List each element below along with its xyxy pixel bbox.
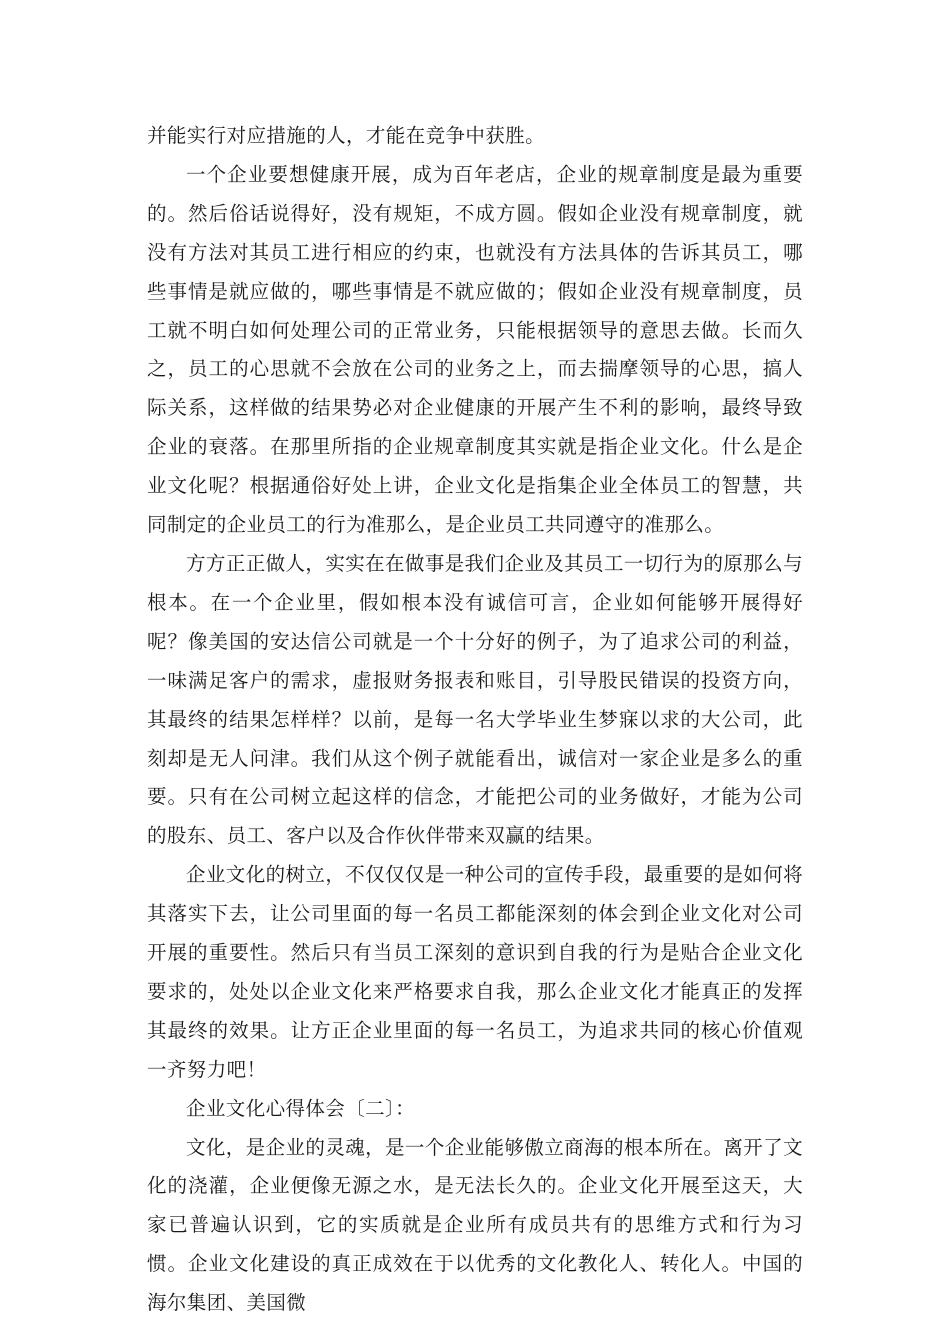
section-heading: 企业文化心得体会〔二〕： xyxy=(186,1096,416,1120)
paragraph-integrity: 方方正正做人，实实在在做事是我们企业及其员工一切行为的原那么与根本。在一个企业里，假如根本没有诚信可言，企业如何能够开展得好呢？像美国的安达信公司就是一个十分好的例子，为了追求公司的利益，一味满足客户的需求，虚报财务报表和账目，引导股民错误的投资方向，其最终的结果怎样样？以前，是每一名大学毕业生梦寐以求的大公司，此刻却是无人问津。我们从这个例子就能看出，诚信对一家企业是多么的重要。只有在公司树立起这样的信念，才能把公司的业务做好，才能为公司的股东、员工、客户以及合作伙伴带来双赢的结果。 xyxy=(147,551,803,848)
paragraph-continuation: 并能实行对应措施的人，才能在竞争中获胜。 xyxy=(147,124,546,147)
document-body xyxy=(147,117,803,1323)
paragraph-culture-soul: 文化，是企业的灵魂，是一个企业能够傲立商海的根本所在。离开了文化的浇灌，企业便像无源之水，是无法长久的。企业文化开展至这天，大家已普遍认识到，它的实质就是企业所有成员共有的思维方式和行为习惯。企业文化建设的真正成效在于以优秀的文化教化人、转化人。中国的海尔集团、美国微 xyxy=(147,1135,803,1315)
paragraph-rules-and-regulations: 一个企业要想健康开展，成为百年老店，企业的规章制度是最为重要的。然后俗话说得好，没有规矩，不成方圆。假如企业没有规章制度，就没有方法对其员工进行相应的约束，也就没有方法具体的告诉其员工，哪些事情是就应做的，哪些事情是不就应做的；假如企业没有规章制度，员工就不明白如何处理公司的正常业务，只能根据领导的意思去做。长而久之，员工的心思就不会放在公司的业务之上，而去揣摩领导的心思，搞人际关系，这样做的结果势必对企业健康的开展产生不利的影响，最终导致企业的衰落。在那里所指的企业规章制度其实就是指企业文化。什么是企业文化呢？根据通俗好处上讲，企业文化是指集企业全体员工的智慧，共同制定的企业员工的行为准那么，是企业员工共同遵守的准那么。 xyxy=(147,162,803,537)
paragraph-culture-implementation: 企业文化的树立，不仅仅仅是一种公司的宣传手段，最重要的是如何将其落实下去，让公司里面的每一名员工都能深刻的体会到企业文化对公司开展的重要性。然后只有当员工深刻的意识到自我的行为是贴合企业文化要求的，处处以企业文化来严格要求自我，那么企业文化才能真正的发挥其最终的效果。让方正企业里面的每一名员工，为追求共同的核心价值观一齐努力吧！ xyxy=(147,863,803,1081)
